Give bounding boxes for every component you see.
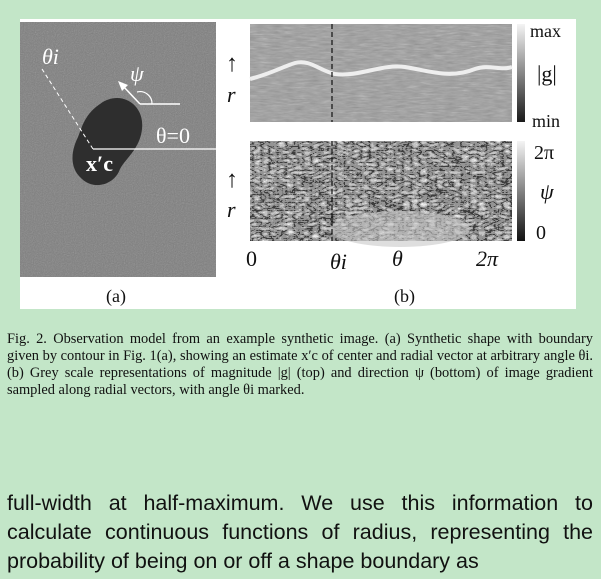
r-axis-top-arrow: ↑ [226,51,238,77]
theta-i-label: θi [42,44,59,69]
colorbar-top-label: |g| [537,61,557,86]
x-tick-theta: θ [392,246,403,271]
x-tick-2pi: 2π [476,246,499,271]
colorbar-bottom-max: 2π [534,142,555,164]
figure-caption: Fig. 2. Observation model from an example synthetic image. (a) Synthetic shape with boundary given by contour in Fig. 1(a), showing an estimate x′c of center and radial vector at arbitrary angle θi. (b) Grey scale representations of magnitude |g| (top) and direction ψ (bottom) of image gradient sampled along radial vectors, with angle θi marked. [7,331,593,398]
panel-b-direction [226,141,512,247]
panel-b-label: (b) [394,286,415,306]
x-tick-0: 0 [246,246,257,271]
colorbar-top-min: min [532,111,561,131]
figure [20,19,576,309]
center-label: x′c [86,151,113,176]
r-axis-bottom-arrow: ↑ [226,167,238,193]
panel-a-label: (a) [106,286,126,306]
panel-b-magnitude [226,24,512,122]
figure-graphics [20,19,576,309]
x-tick-theta-i: θi [330,249,347,274]
shape-interior-band [330,211,470,247]
body-paragraph: full-width at half-maximum. We use this information to calculate continuous functions of radius, representing the probability of being on or off a shape boundary as [7,491,593,573]
colorbar-direction [517,141,554,244]
colorbar-bottom-min: 0 [536,222,546,244]
colorbar-magnitude [517,21,561,131]
r-axis-top: r [227,82,236,107]
panel-a-image [20,22,216,277]
x-axis [246,246,499,274]
theta-zero-label: θ=0 [156,123,190,148]
psi-label: ψ [130,61,144,86]
colorbar-bottom-label: ψ [540,179,554,204]
colorbar-top-max: max [530,21,561,41]
r-axis-bottom: r [227,197,236,222]
